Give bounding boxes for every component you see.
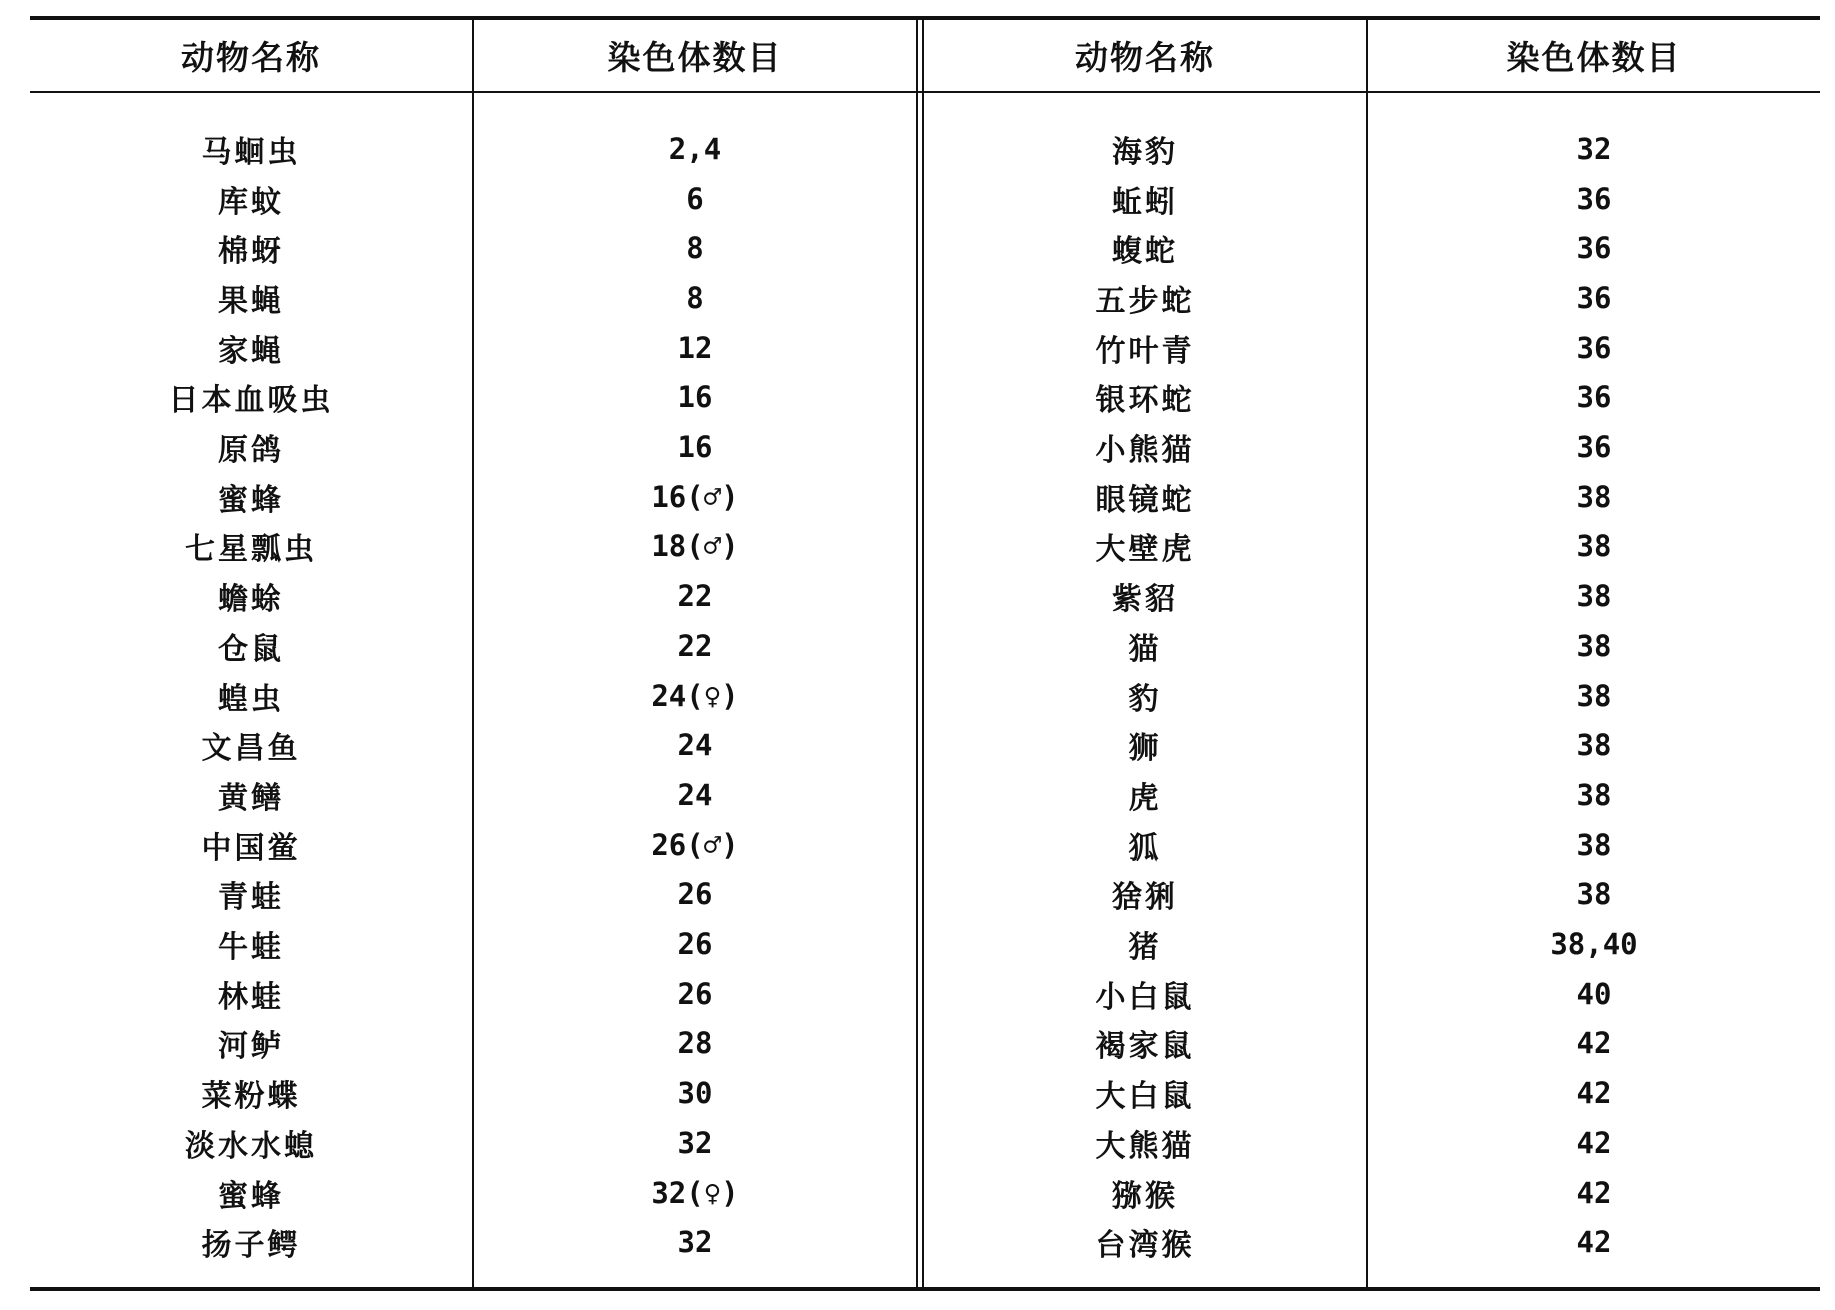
right-animal-name: 狮 bbox=[1128, 731, 1162, 767]
right-chromosome-count: 38,40 bbox=[1550, 927, 1638, 962]
right-animal-name: 大壁虎 bbox=[1095, 532, 1195, 568]
left-chromosome-count: 16 bbox=[677, 380, 713, 415]
left-animal-name: 蟾蜍 bbox=[218, 582, 284, 618]
left-animal-name: 中国鲎 bbox=[201, 830, 301, 866]
right-chromosome-count: 38 bbox=[1576, 678, 1612, 713]
left-animal-name: 青蛙 bbox=[218, 880, 284, 916]
left-animal-name: 黄鳝 bbox=[218, 780, 284, 816]
table-row bbox=[30, 223, 1820, 273]
right-chromosome-count: 36 bbox=[1576, 330, 1612, 365]
table-row bbox=[30, 1217, 1820, 1267]
left-animal-name: 日本血吸虫 bbox=[168, 383, 334, 419]
right-chromosome-count: 36 bbox=[1576, 380, 1612, 415]
left-animal-name: 棉蚜 bbox=[218, 234, 284, 270]
table-row bbox=[30, 422, 1820, 472]
left-chromosome-count: 32 bbox=[677, 1125, 713, 1160]
left-chromosome-count: 8 bbox=[686, 280, 704, 315]
right-chromosome-count: 42 bbox=[1576, 1076, 1612, 1111]
left-chromosome-count: 16(♂) bbox=[651, 479, 739, 514]
right-animal-name: 褐家鼠 bbox=[1095, 1029, 1195, 1065]
left-chromosome-count: 6 bbox=[686, 181, 704, 216]
right-animal-name: 蝮蛇 bbox=[1112, 234, 1178, 270]
left-animal-name: 林蛙 bbox=[218, 979, 284, 1015]
right-chromosome-count: 38 bbox=[1576, 877, 1612, 912]
table-row bbox=[30, 522, 1820, 572]
right-chromosome-count: 36 bbox=[1576, 280, 1612, 315]
right-animal-name: 蚯蚓 bbox=[1112, 184, 1178, 220]
right-animal-name: 眼镜蛇 bbox=[1095, 482, 1195, 518]
left-animal-name: 淡水水螅 bbox=[185, 1128, 317, 1164]
table-row bbox=[30, 621, 1820, 671]
right-animal-name: 大白鼠 bbox=[1095, 1079, 1195, 1115]
left-animal-name: 马蛔虫 bbox=[201, 134, 301, 170]
right-animal-name: 豹 bbox=[1128, 681, 1162, 717]
left-chromosome-count: 22 bbox=[677, 579, 713, 614]
right-chromosome-count: 40 bbox=[1576, 976, 1612, 1011]
left-animal-name: 仓鼠 bbox=[218, 631, 284, 667]
right-animal-name: 台湾猴 bbox=[1095, 1228, 1195, 1264]
left-chromosome-count: 32(♀) bbox=[651, 1175, 739, 1210]
table-row bbox=[30, 124, 1820, 174]
left-chromosome-count: 26(♂) bbox=[651, 827, 739, 862]
right-chromosome-count: 36 bbox=[1576, 231, 1612, 266]
left-chromosome-count: 2,4 bbox=[668, 131, 722, 166]
table-row bbox=[30, 870, 1820, 920]
header-chromosome-count: 染色体数目 bbox=[607, 38, 783, 77]
right-animal-name: 猞猁 bbox=[1112, 880, 1178, 916]
table-row bbox=[30, 1068, 1820, 1118]
table-bottom-rule bbox=[30, 1287, 1820, 1291]
table-row bbox=[30, 720, 1820, 770]
right-chromosome-count: 38 bbox=[1576, 479, 1612, 514]
left-chromosome-count: 26 bbox=[677, 927, 713, 962]
left-chromosome-count: 32 bbox=[677, 1225, 713, 1260]
right-animal-name: 银环蛇 bbox=[1095, 383, 1195, 419]
right-chromosome-count: 38 bbox=[1576, 827, 1612, 862]
right-chromosome-count: 36 bbox=[1576, 181, 1612, 216]
right-animal-name: 小熊猫 bbox=[1095, 433, 1195, 469]
left-chromosome-count: 28 bbox=[677, 1026, 713, 1061]
right-chromosome-count: 42 bbox=[1576, 1175, 1612, 1210]
right-animal-name: 猕猴 bbox=[1112, 1178, 1178, 1214]
right-chromosome-count: 38 bbox=[1576, 728, 1612, 763]
right-chromosome-count: 42 bbox=[1576, 1125, 1612, 1160]
left-animal-name: 扬子鳄 bbox=[201, 1228, 301, 1264]
right-chromosome-count: 38 bbox=[1576, 579, 1612, 614]
left-animal-name: 蝗虫 bbox=[218, 681, 284, 717]
right-animal-name: 大熊猫 bbox=[1095, 1128, 1195, 1164]
right-chromosome-count: 38 bbox=[1576, 777, 1612, 812]
right-chromosome-count: 36 bbox=[1576, 430, 1612, 465]
left-chromosome-count: 22 bbox=[677, 628, 713, 663]
left-chromosome-count: 24 bbox=[677, 728, 713, 763]
right-chromosome-count: 32 bbox=[1576, 131, 1612, 166]
right-chromosome-count: 42 bbox=[1576, 1225, 1612, 1260]
table-row bbox=[30, 919, 1820, 969]
left-animal-name: 蜜蜂 bbox=[218, 1178, 284, 1214]
right-animal-name: 海豹 bbox=[1112, 134, 1178, 170]
right-animal-name: 五步蛇 bbox=[1095, 283, 1195, 319]
left-animal-name: 家蝇 bbox=[218, 333, 284, 369]
right-animal-name: 猫 bbox=[1128, 631, 1162, 667]
table-row bbox=[30, 323, 1820, 373]
left-animal-name: 河鲈 bbox=[218, 1029, 284, 1065]
left-chromosome-count: 16 bbox=[677, 430, 713, 465]
left-chromosome-count: 18(♂) bbox=[651, 529, 739, 564]
left-chromosome-count: 30 bbox=[677, 1076, 713, 1111]
table-row bbox=[30, 1118, 1820, 1168]
table-row bbox=[30, 820, 1820, 870]
table-row bbox=[30, 770, 1820, 820]
left-animal-name: 牛蛙 bbox=[218, 930, 284, 966]
table-row bbox=[30, 373, 1820, 423]
table-row bbox=[30, 273, 1820, 323]
left-animal-name: 蜜蜂 bbox=[218, 482, 284, 518]
table-row bbox=[30, 571, 1820, 621]
right-chromosome-count: 38 bbox=[1576, 529, 1612, 564]
header-bottom-rule bbox=[30, 91, 1820, 93]
left-animal-name: 果蝇 bbox=[218, 283, 284, 319]
right-animal-name: 虎 bbox=[1128, 780, 1162, 816]
left-chromosome-count: 24 bbox=[677, 777, 713, 812]
chromosome-table bbox=[30, 16, 1820, 1292]
right-chromosome-count: 38 bbox=[1576, 628, 1612, 663]
right-animal-name: 猪 bbox=[1128, 930, 1162, 966]
left-animal-name: 原鸽 bbox=[218, 433, 284, 469]
table-row bbox=[30, 1019, 1820, 1069]
table-row bbox=[30, 671, 1820, 721]
table-row bbox=[30, 174, 1820, 224]
left-chromosome-count: 8 bbox=[686, 231, 704, 266]
table-row bbox=[30, 1168, 1820, 1218]
left-chromosome-count: 26 bbox=[677, 877, 713, 912]
right-animal-name: 竹叶青 bbox=[1095, 333, 1195, 369]
left-chromosome-count: 24(♀) bbox=[651, 678, 739, 713]
left-chromosome-count: 26 bbox=[677, 976, 713, 1011]
table-header-row bbox=[30, 20, 1820, 91]
left-chromosome-count: 12 bbox=[677, 330, 713, 365]
header-animal-name: 动物名称 bbox=[181, 38, 321, 77]
header-animal-name: 动物名称 bbox=[1075, 38, 1215, 77]
left-animal-name: 库蚊 bbox=[218, 184, 284, 220]
right-animal-name: 小白鼠 bbox=[1095, 979, 1195, 1015]
table-row bbox=[30, 472, 1820, 522]
left-animal-name: 七星瓢虫 bbox=[185, 532, 317, 568]
table-row bbox=[30, 969, 1820, 1019]
right-chromosome-count: 42 bbox=[1576, 1026, 1612, 1061]
right-animal-name: 狐 bbox=[1128, 830, 1162, 866]
header-chromosome-count: 染色体数目 bbox=[1506, 38, 1682, 77]
left-animal-name: 菜粉蝶 bbox=[201, 1079, 301, 1115]
left-animal-name: 文昌鱼 bbox=[201, 731, 301, 767]
right-animal-name: 紫貂 bbox=[1112, 582, 1178, 618]
